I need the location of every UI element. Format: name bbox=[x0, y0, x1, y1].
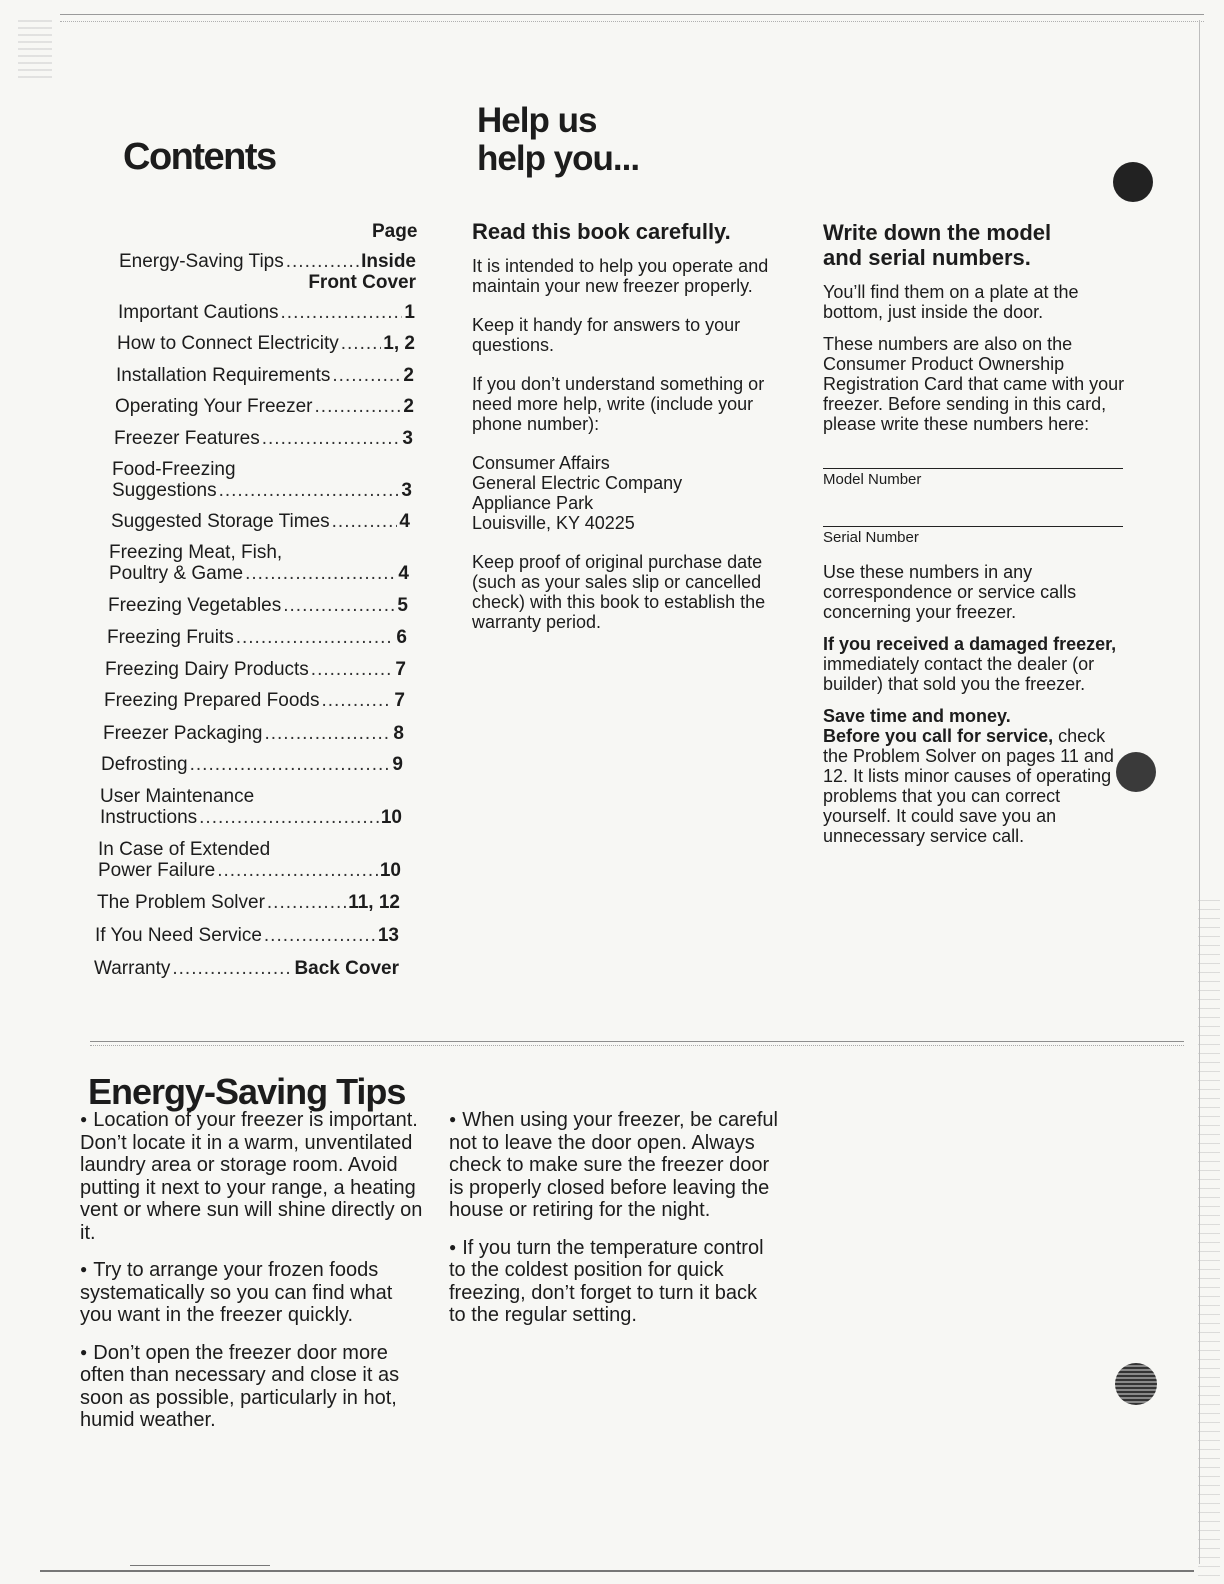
tip-text: If you turn the temperature control to the coldest position for quick freezing, don’t forget to turn it back to the regular setting. bbox=[449, 1236, 764, 1326]
bottom-edge bbox=[130, 1565, 270, 1566]
toc-entry-title: Important Cautions bbox=[118, 302, 279, 323]
tip-text: When using your freezer, be careful not to leave the door open. Always check to make sure the freezer door is properly closed before leaving the house or retiring for the night. bbox=[449, 1109, 778, 1221]
toc-entry-page: 6 bbox=[396, 627, 407, 648]
toc-entry-title: The Problem Solver bbox=[97, 892, 265, 913]
toc-entry-page: Back Cover bbox=[294, 958, 399, 979]
model-number-field[interactable] bbox=[823, 446, 1133, 489]
toc-item bbox=[114, 428, 413, 449]
address-line: Appliance Park bbox=[472, 493, 594, 513]
mailing-address bbox=[472, 453, 772, 533]
toc-entry-title: Power Failure bbox=[98, 860, 216, 881]
tip-item bbox=[449, 1236, 779, 1327]
toc-entry-title: Operating Your Freezer bbox=[115, 396, 313, 417]
binder-hole-icon bbox=[1115, 1363, 1157, 1405]
save-bold: Before you call for service, bbox=[823, 726, 1054, 746]
tip-item bbox=[80, 1341, 425, 1432]
tip-text: Try to arrange your frozen foods systematically so you can find what you want in the freezer quickly. bbox=[80, 1259, 393, 1326]
bullet-icon: ● bbox=[449, 1112, 457, 1126]
toc-entry-title: User Maintenance bbox=[100, 786, 255, 807]
toc-entry-title: Energy-Saving Tips bbox=[119, 251, 284, 272]
toc-entry-title: Instructions bbox=[100, 807, 198, 828]
toc-entry-page: 3 bbox=[401, 480, 412, 501]
toc-entry-page: Inside bbox=[361, 251, 416, 272]
tip-text: Location of your freezer is important. Don’t locate it in a warm, unventilated laundry area or storage room. Avoid putting it next to your range, a heating vent or where sun will shine directly on it. bbox=[80, 1109, 423, 1244]
model-number-label: Model Number bbox=[823, 471, 922, 488]
paragraph: Keep it handy for answers to your questions. bbox=[472, 315, 741, 355]
toc-item bbox=[115, 396, 414, 417]
toc-entry-page: 8 bbox=[393, 723, 404, 744]
toc-entry-title: In Case of Extended bbox=[98, 839, 271, 860]
toc-entry-title: If You Need Service bbox=[95, 925, 262, 946]
toc-entry-title: Freezing Prepared Foods bbox=[104, 690, 320, 711]
paragraph: If you don’t understand something or need more help, write (include your phone number): bbox=[472, 374, 765, 434]
help-heading-line: help you... bbox=[477, 139, 640, 178]
toc-entry-title: Suggestions bbox=[112, 480, 217, 501]
save-text: check the Problem Solver on pages 11 and 12. It lists minor causes of operating problems that you can correct yourself. It could save you an unnecessary service call. bbox=[823, 726, 1114, 846]
toc-entry-title: Poultry & Game bbox=[109, 563, 244, 584]
address-line: Consumer Affairs bbox=[472, 453, 610, 473]
toc-item bbox=[95, 925, 399, 946]
toc-entry-title: Food-Freezing bbox=[112, 459, 236, 480]
write-heading-line: and serial numbers. bbox=[823, 245, 1031, 270]
toc-entry-page: 11, 12 bbox=[348, 892, 400, 913]
scan-artifact-right bbox=[1198, 900, 1220, 1580]
toc-entry-title: How to Connect Electricity bbox=[117, 333, 339, 354]
toc-entry-title: Freezing Fruits bbox=[107, 627, 234, 648]
toc-entry-title: Freezing Dairy Products bbox=[105, 659, 309, 680]
model-serial-column bbox=[823, 220, 1133, 858]
toc-item bbox=[118, 302, 415, 323]
save-bold: Save time and money. bbox=[823, 706, 1011, 726]
toc-entry-page: 1 bbox=[404, 302, 415, 323]
scan-edge-top bbox=[60, 14, 1204, 22]
toc-item bbox=[97, 892, 400, 913]
serial-number-line[interactable] bbox=[823, 504, 1123, 527]
toc-entry-page: 9 bbox=[392, 754, 403, 775]
toc-item bbox=[104, 690, 405, 711]
toc-item bbox=[98, 839, 401, 881]
toc-item bbox=[116, 365, 414, 386]
write-heading bbox=[823, 220, 1133, 270]
serial-number-field[interactable] bbox=[823, 504, 1133, 547]
toc-entry-title: Freezer Packaging bbox=[103, 723, 263, 744]
toc-entry-page: 10 bbox=[380, 807, 402, 828]
toc-entry-page: 13 bbox=[377, 925, 399, 946]
toc-item bbox=[109, 542, 409, 584]
toc-entry-page: 3 bbox=[402, 428, 413, 449]
toc-entry-page: 4 bbox=[398, 563, 409, 584]
toc-entry-page: Front Cover bbox=[308, 272, 416, 293]
tips-column-left bbox=[80, 1108, 425, 1446]
paragraph: Use these numbers in any correspondence or service calls concerning your freezer. bbox=[823, 562, 1077, 622]
bullet-icon: ● bbox=[449, 1239, 457, 1254]
toc-item bbox=[112, 459, 412, 501]
toc-entry-page: 2 bbox=[403, 365, 414, 386]
paragraph: It is intended to help you operate and maintain your new freezer properly. bbox=[472, 256, 769, 296]
read-book-column bbox=[472, 219, 772, 651]
toc-item bbox=[107, 627, 407, 648]
toc-item bbox=[105, 659, 406, 680]
bottom-edge bbox=[40, 1570, 1194, 1572]
energy-heading: Energy-Saving Tips bbox=[88, 1071, 406, 1112]
address-line: General Electric Company bbox=[472, 473, 683, 493]
toc-entry-page: 4 bbox=[399, 511, 410, 532]
toc-item bbox=[100, 786, 402, 828]
write-heading-line: Write down the model bbox=[823, 220, 1052, 245]
paragraph: You’ll find them on a plate at the bottom, just inside the door. bbox=[823, 282, 1079, 322]
binder-hole-icon bbox=[1113, 162, 1153, 202]
tip-item bbox=[80, 1108, 425, 1244]
serial-number-label: Serial Number bbox=[823, 529, 919, 546]
tip-item bbox=[449, 1108, 779, 1222]
damaged-paragraph bbox=[823, 634, 1133, 694]
read-heading: Read this book carefully. bbox=[472, 219, 731, 244]
paragraph: These numbers are also on the Consumer Product Ownership Registration Card that came with your freezer. Before sending in this card, please write these numbers here: bbox=[823, 334, 1125, 434]
toc-entry-title: Freezer Features bbox=[114, 428, 260, 449]
paragraph: Keep proof of original purchase date (such as your sales slip or cancelled check) with this book to establish the warranty period. bbox=[472, 552, 766, 632]
damaged-text: immediately contact the dealer (or builder) that sold you the freezer. bbox=[823, 654, 1095, 694]
toc-entry-title: Freezing Vegetables bbox=[108, 595, 282, 616]
page-edge bbox=[1199, 20, 1200, 1564]
help-heading bbox=[477, 102, 639, 178]
scan-artifact-left bbox=[18, 20, 52, 80]
save-paragraph bbox=[823, 706, 1133, 846]
toc-item bbox=[119, 251, 416, 293]
contents-heading: Contents bbox=[123, 136, 276, 178]
toc-page-label: Page bbox=[372, 221, 418, 242]
toc-entry-title: Warranty bbox=[94, 958, 171, 979]
tip-text: Don’t open the freezer door more often than necessary and close it as soon as possible, particularly in hot, humid weather. bbox=[80, 1341, 400, 1431]
bullet-icon: ● bbox=[80, 1112, 88, 1126]
toc-item bbox=[111, 511, 410, 532]
tip-item bbox=[80, 1258, 425, 1327]
toc-item bbox=[117, 333, 415, 354]
help-heading-line: Help us bbox=[477, 101, 597, 140]
toc-entry-page: 1, 2 bbox=[383, 333, 415, 354]
toc-entry-page: 5 bbox=[397, 595, 408, 616]
section-divider bbox=[90, 1041, 1184, 1046]
toc-entry-page: 7 bbox=[394, 690, 405, 711]
damaged-bold: If you received a damaged freezer, bbox=[823, 634, 1117, 654]
toc-item bbox=[101, 754, 403, 775]
toc-item bbox=[108, 595, 408, 616]
toc-entry-page: 7 bbox=[395, 659, 406, 680]
toc-entry-title: Defrosting bbox=[101, 754, 188, 775]
toc-item bbox=[94, 958, 399, 979]
model-number-line[interactable] bbox=[823, 446, 1123, 469]
toc-entry-page: 10 bbox=[379, 860, 401, 881]
bullet-icon: ● bbox=[80, 1344, 88, 1359]
toc-entry-title: Installation Requirements bbox=[116, 365, 331, 386]
address-line: Louisville, KY 40225 bbox=[472, 513, 635, 533]
tips-column-right bbox=[449, 1108, 779, 1341]
toc-item bbox=[103, 723, 404, 744]
toc-entry-page: 2 bbox=[403, 396, 414, 417]
toc-entry-title: Suggested Storage Times bbox=[111, 511, 330, 532]
bullet-icon: ● bbox=[80, 1262, 88, 1276]
toc-entry-title: Freezing Meat, Fish, bbox=[109, 542, 283, 563]
